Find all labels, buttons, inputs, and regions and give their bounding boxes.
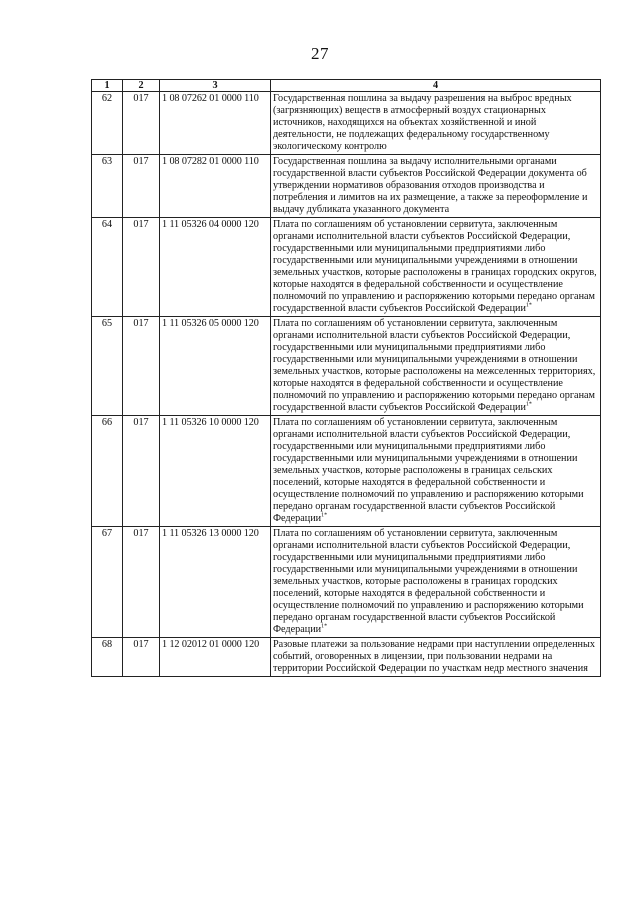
header-col-3: 3 [160, 80, 271, 92]
description-text: Плата по соглашениям об установлении сервитута, заключенным органами исполнительной власти субъектов Российской Федерации, государственными или муниципальными предприятиями либо государственными или муниципальными учреждениями в отношении земельных участков, которые расположены в границах городских округов, которые находятся в федеральной собственности и осуществление полномочий по управлению и распоряжению которыми передано органам государственной власти субъектов Российской Федерации [273, 219, 597, 314]
table-row [92, 92, 601, 155]
header-col-2: 2 [123, 80, 160, 92]
description-text: Государственная пошлина за выдачу исполнительными органами государственной власти субъектов Российской Федерации документа об утверждении нормативов образования отходов производства и потребления и лимитов на их размещение, а также за переоформление и выдачу дубликата указанного документа [273, 156, 588, 215]
row-number: 65 [92, 317, 123, 416]
admin-code: 017 [123, 218, 160, 317]
table-row [92, 218, 601, 317]
budget-code: 1 11 05326 13 0000 120 [160, 527, 271, 638]
table-row [92, 416, 601, 527]
budget-classification-table [91, 79, 601, 677]
header-col-4: 4 [271, 80, 601, 92]
row-number: 64 [92, 218, 123, 317]
admin-code: 017 [123, 638, 160, 677]
header-col-1: 1 [92, 80, 123, 92]
admin-code: 017 [123, 317, 160, 416]
description-cell [271, 638, 601, 677]
table-row [92, 527, 601, 638]
row-number: 66 [92, 416, 123, 527]
description-text: Плата по соглашениям об установлении сервитута, заключенным органами исполнительной власти субъектов Российской Федерации, государственными или муниципальными предприятиями либо государственными или муниципальными учреждениями в отношении земельных участков, которые расположены на межселенных территориях, которые находятся в федеральной собственности и осуществление полномочий по управлению и распоряжению которыми передано органам государственной власти субъектов Российской Федерации [273, 318, 596, 413]
footnote-mark: 1* [525, 401, 532, 408]
row-number: 63 [92, 155, 123, 218]
budget-code: 1 12 02012 01 0000 120 [160, 638, 271, 677]
description-cell [271, 92, 601, 155]
description-cell [271, 218, 601, 317]
description-text: Плата по соглашениям об установлении сервитута, заключенным органами исполнительной власти субъектов Российской Федерации, государственными или муниципальными предприятиями либо государственными или муниципальными учреждениями в отношении земельных участков, которые расположены в границах сельских поселений, которые находятся в федеральной собственности и осуществление полномочий по управлению и распоряжению которыми передано органам государственной власти субъектов Российской Федерации [273, 417, 584, 524]
page-number: 27 [311, 44, 329, 63]
table-row [92, 638, 601, 677]
description-cell [271, 155, 601, 218]
row-number: 68 [92, 638, 123, 677]
description-text: Государственная пошлина за выдачу разрешения на выброс вредных (загрязняющих) веществ в атмосферный воздух стационарных источников, находящихся на объектах хозяйственной и иной деятельности, не подлежащих федеральному государственному экологическому контролю [273, 93, 572, 152]
admin-code: 017 [123, 92, 160, 155]
footnote-mark: 1* [525, 302, 532, 309]
footnote-mark: 1* [321, 623, 328, 630]
table-row [92, 317, 601, 416]
budget-code: 1 08 07262 01 0000 110 [160, 92, 271, 155]
row-number: 62 [92, 92, 123, 155]
admin-code: 017 [123, 155, 160, 218]
description-cell [271, 416, 601, 527]
description-cell [271, 527, 601, 638]
description-text: Плата по соглашениям об установлении сервитута, заключенным органами исполнительной власти субъектов Российской Федерации, государственными или муниципальными предприятиями либо государственными или муниципальными учреждениями в отношении земельных участков, которые расположены в границах городских поселений, которые находятся в федеральной собственности и осуществление полномочий по управлению и распоряжению которыми передано органам государственной власти субъектов Российской Федерации [273, 528, 584, 635]
budget-code: 1 08 07282 01 0000 110 [160, 155, 271, 218]
description-cell [271, 317, 601, 416]
table-row [92, 155, 601, 218]
admin-code: 017 [123, 527, 160, 638]
budget-code: 1 11 05326 04 0000 120 [160, 218, 271, 317]
description-text: Разовые платежи за пользование недрами при наступлении определенных событий, оговоренных в лицензии, при пользовании недрами на территории Российской Федерации по участкам недр местного значения [273, 639, 595, 674]
admin-code: 017 [123, 416, 160, 527]
budget-code: 1 11 05326 10 0000 120 [160, 416, 271, 527]
footnote-mark: 1* [321, 512, 328, 519]
header-row [92, 80, 601, 92]
budget-code: 1 11 05326 05 0000 120 [160, 317, 271, 416]
row-number: 67 [92, 527, 123, 638]
